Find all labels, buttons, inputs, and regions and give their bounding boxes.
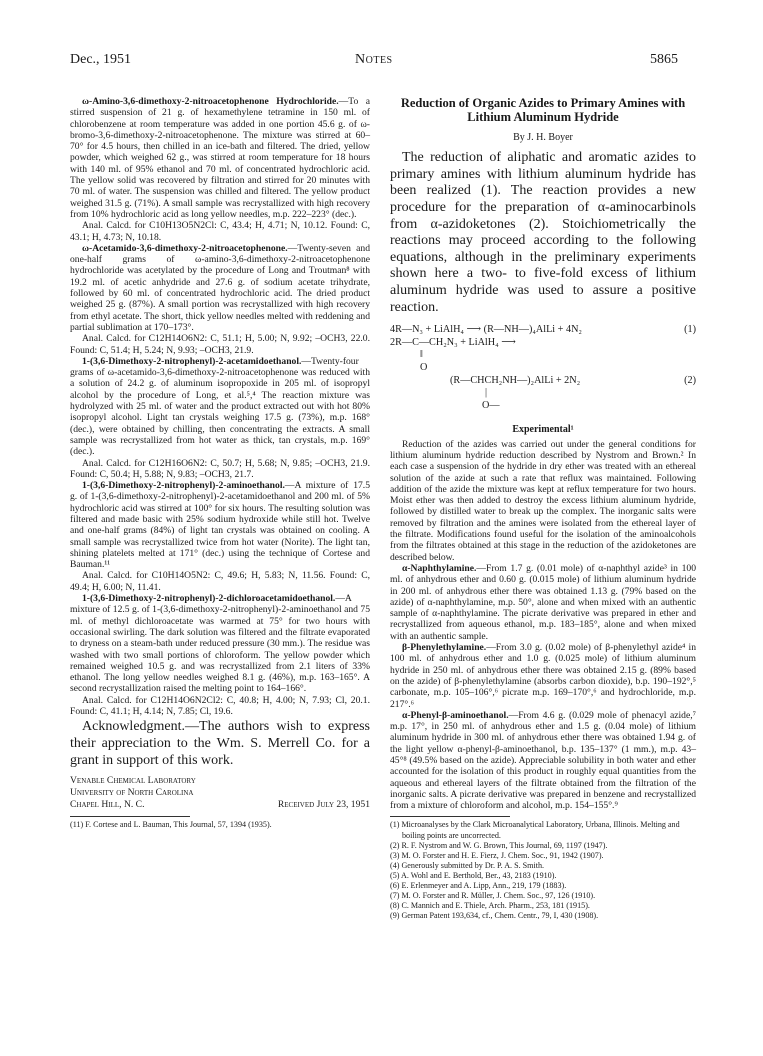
procedure-heading: α-Naphthylamine.	[402, 562, 477, 574]
footnote: (4) Generously submitted by Dr. P. A. S. Smith.	[390, 860, 545, 870]
left-column	[70, 96, 370, 830]
footnote: (2) R. F. Nystrom and W. G. Brown, This Journal, 69, 1197 (1947).	[390, 840, 608, 850]
footnote: (11) F. Cortese and L. Bauman, This Journal, 57, 1394 (1935).	[70, 820, 272, 830]
procedure-heading: β-Phenylethylamine.	[402, 642, 487, 654]
page-header-date: Dec., 1951	[70, 52, 132, 67]
article-title: Reduction of Organic Azides to Primary Amines with Lithium Aluminum Hydride	[400, 96, 686, 124]
alkoxide-oxygen: O—	[482, 399, 500, 411]
procedure-paragraph	[70, 356, 370, 458]
procedure-text: —A mixture of 12.5 g. of 1-(3,6-dimethoxy-2-nitrophenyl)-2-aminoethanol and 75 ml. of methyl dichloroacetate was warmed at 75° for two hours with occasional swirling. The dark solution was filtered and the filtrate evaporated to dryness on a steam-bath under reduced pressure (30 mm.). The residue was washed with two small portions of chloroform. The yellow powder which remained weighed 10.5 g. and was recrystallized from 2.1 liters of 33% ethanol. The long yellow needles weighed 8.1 g. (46%), m.p. 163–165°. A second recrystallization raised the melting point to 164–166°.	[70, 593, 370, 695]
procedure-heading: 1-(3,6-Dimethoxy-2-nitrophenyl)-2-acetamidoethanol.	[82, 355, 302, 367]
footnote: (7) M. O. Forster and R. Müller, J. Chem. Soc., 97, 126 (1910).	[390, 891, 596, 901]
analysis-line: Anal. Calcd. for C12H14O6N2: C, 51.1; H, 5.00; N, 9.92; –OCH3, 22.0. Found: C, 51.4; H, 5.24; N, 9.93; –OCH3, 21.9.	[70, 333, 370, 356]
footnote-divider	[70, 816, 190, 817]
procedure-heading: ω-Acetamido-3,6-dimethoxy-2-nitroacetophenone.	[82, 242, 288, 254]
procedure-heading: 1-(3,6-Dimethoxy-2-nitrophenyl)-2-dichloroacetamidoethanol.	[82, 593, 336, 605]
analysis-line: Anal. Calcd. for C12H16O6N2: C, 50.7; H, 5.68; N, 9.85; –OCH3, 21.9. Found: C, 50.4; H, 5.88; N, 9.83; –OCH3, 21.7.	[70, 457, 370, 480]
carbonyl-oxygen: O	[420, 362, 428, 374]
procedure-text: —A mixture of 17.5 g. of 1-(3,6-dimethoxy-2-nitrophenyl)-2-acetamidoethanol and 200 ml. of 5% hydrochloric acid was stirred at 100° for six hours. The resulting solution was filtered and made basic with 25% sodium hydroxide while still hot. Twelve and one-half grams (84%) of light tan crystals was obtained on cooling. A small sample was recrystallized twice from hot water (Norite). The light tan, shining platelets melted at 171° (dec.) using the technique of Cortese and Bauman.¹¹	[70, 480, 370, 571]
procedure-text: —To a stirred suspension of 21 g. of hexamethylene tetramine in 150 ml. of chlorobenzene at room temperature was added in one portion 45.6 g. of ω-bromo-3,6-dimethoxy-2-nitroacetophenone. The mixture was stirred at 60–70° for 4.5 hours, then chilled in an ice-bath and filtered. The dried, yellow powder, which weighed 62 g., was stirred at room temperature for 18 hours with 140 ml. of 95% ethanol and 70 ml. of concentrated hydrochloric acid. The yellow solid was recovered by filtration and stirred for 20 minutes with 70 ml. of water. The suspension was chilled and filtered. The yellow product weighed 31.5 g. (71%). A small sample was recrystallized with high recovery from 10% hydrochloric acid as long yellow needles, m.p. 222–223° (dec.).	[70, 96, 370, 220]
procedure-paragraph	[70, 243, 370, 333]
equation-2-reactants: 2R—C—CH₂N₃ + LiAlH₄ ⟶	[390, 336, 516, 348]
procedure-paragraph	[70, 593, 370, 695]
footnote: (5) A. Wohl and E. Berthold, Ber., 43, 2183 (1910).	[390, 870, 557, 880]
footnote-divider	[390, 816, 510, 817]
intro-paragraph: The reduction of aliphatic and aromatic azides to primary amines with lithium aluminum hydride has been realized (1). The reaction provides a new procedure for the preparation of α-aminocarbinols from α-azidoketones (2). Stoichiometrically the reactions may proceed according to the following equations, although in the preliminary experiments shown here a two- to five-fold excess of lithium aluminum hydride was used to assure a positive reaction.	[390, 150, 696, 315]
experimental-paragraph	[390, 710, 696, 812]
procedure-heading: α-Phenyl-β-aminoethanol.	[402, 709, 509, 721]
footnote: (8) C. Mannich and E. Thiele, Arch. Pharm., 253, 181 (1915).	[390, 901, 590, 911]
equation-2-products	[390, 375, 696, 388]
procedure-paragraph	[70, 480, 370, 570]
byline: By J. H. Boyer	[513, 132, 573, 143]
section-heading-experimental: Experimental¹	[512, 424, 574, 436]
equation-number: (2)	[684, 374, 696, 386]
received-date: Received July 23, 1951	[277, 799, 370, 811]
procedure-text: —From 3.0 g. (0.02 mole) of β-phenylethyl azide⁴ in 100 ml. of anhydrous ether and 1.0 g. (0.025 mole) of lithium aluminum hydride in 250 ml. of anhydrous ether there was obtained 2.15 g. (89% based on the azide) of β-phenylethylamine (absorbs carbon dioxide), b.p. 190–192°,⁵ carbonate, m.p. 105–106°,⁶ picrate m.p. 169–170°,⁶ and hydrochloride, m.p. 217°.⁶	[390, 642, 696, 710]
procedure-heading: 1-(3,6-Dimethoxy-2-nitrophenyl)-2-aminoethanol.	[82, 480, 285, 492]
equation-text: 4R—N₃ + LiAlH₄ ⟶ (R—NH—)₄AlLi + 4N₂	[390, 324, 582, 336]
address-line: Venable Chemical Laboratory	[70, 775, 196, 787]
procedure-text: —Twenty-seven and one-half grams of ω-amino-3,6-dimethoxy-2-nitroacetophenone hydrochloride was acetylated by the procedure of Long and Troutman⁸ with 19.2 ml. of acetic anhydride and 27.6 g. of sodium acetate trihydrate, followed by 60 ml. of concentrated hydrochloric acid. The dried product weighed 25 g. (87%). A small portion was recrystallized with high recovery from ethyl acetate. The short, thick yellow needles melted with reddening and partial sublimation at 170–173°.	[70, 242, 370, 333]
experimental-paragraph: Reduction of the azides was carried out under the general conditions for lithium aluminum hydride reduction described by Nystrom and Brown.² In each case a suspension of the hydride in dry ether was treated with an ethereal solution of the azide at such a rate that reflux was maintained. Following addition of the azide the mixture was kept at reflux temperature for two hours. Moist ether was then added to destroy the excess lithium aluminum hydride, followed by distilled water to break up the complex. The inorganic salts were removed by filtration and the amines were isolated from the ethereal layer of the filtrate. Modifications found useful for the isolation of the aminoalcohols from the filtrates obtained at this stage in the reduction of the azidoketones are described below.	[390, 438, 696, 563]
equation-1	[390, 324, 696, 337]
analysis-line: Anal. Calcd. for C10H14O5N2: C, 49.6; H, 5.83; N, 11.56. Found: C, 49.4; H, 6.00; N, 11.41.	[70, 570, 370, 593]
experimental-paragraph	[390, 642, 696, 710]
right-column	[390, 96, 696, 921]
carbonyl-bond: ‖	[420, 349, 423, 361]
footnote: (1) Microanalyses by the Clark Microanalytical Laboratory, Urbana, Illinois. Melting and boiling points are uncorrected.	[390, 820, 680, 840]
equation-number: (1)	[684, 324, 696, 336]
address-city: Chapel Hill, N. C.	[70, 799, 145, 811]
footnote: (9) German Patent 193,634, cf., Chem. Centr., 79, I, 430 (1908).	[390, 911, 599, 921]
procedure-heading: ω-Amino-3,6-dimethoxy-2-nitroacetophenone Hydrochloride.	[82, 96, 339, 107]
page-number: 5865	[650, 52, 678, 67]
alkoxide-bond: |	[485, 387, 488, 399]
acknowledgment: Acknowledgment.—The authors wish to express their appreciation to the Wm. S. Merrell Co. for a grant in support of this work.	[70, 719, 370, 768]
footnote: (3) M. O. Forster and H. E. Fierz, J. Chem. Soc., 91, 1942 (1907).	[390, 850, 604, 860]
procedure-text: —Twenty-four grams of ω-acetamido-3,6-dimethoxy-2-nitroacetophenone was reduced with a solution of 24.2 g. of aluminum isopropoxide in 205 ml. of isopropyl alcohol by the procedure of Long, et al.⁵,⁴ The reaction mixture was hydrolyzed with 25 ml. of water and the product extracted out with hot 80% isopropyl alcohol. Light tan crystals weighing 17.5 g. (73%), m.p. 168° (dec.), were obtained by chilling, then concentrating the extracts. A small sample was recrystallized from hot water as thick, tan crystals, m.p. 169° (dec.).	[70, 355, 370, 458]
equations	[390, 324, 696, 412]
analysis-line: Anal. Calcd. for C12H14O6N2Cl2: C, 40.8; H, 4.00; N, 7.93; Cl, 20.1. Found: C, 41.1; H, 4.14; N, 7.85; Cl, 19.6.	[70, 694, 370, 718]
procedure-text: —From 4.6 g. (0.029 mole of phenacyl azide,⁷ m.p. 17°, in 250 ml. of anhydrous ether and 1.5 g. (0.04 mole) of lithium aluminum hydride in 300 ml. of anhydrous ether there was obtained 1.94 g. of the light yellow α-phenyl-β-aminoethanol, b.p. 135–137° (1 mm.), m.p. 43–45°⁸ (49.5% based on the azide). Appreciable solubility in both water and ether accounted for the isolation of this product in roughly equal quantities from the aqueous and ethereal layers of the filtrate obtained from the filtration of the inorganic salts. A picrate derivative was prepared in benzene and recrystallized from a mixture of chloroform and alcohol, m.p. 154–155°.⁹	[390, 709, 696, 812]
experimental-paragraph	[390, 563, 696, 642]
footnote: (6) E. Erlenmeyer and A. Lipp, Ann., 219, 179 (1883).	[390, 881, 567, 891]
address-line: University of North Carolina	[70, 787, 194, 799]
page-header-section: Notes	[355, 52, 393, 67]
procedure-text: —From 1.7 g. (0.01 mole) of α-naphthyl azide³ in 100 ml. of anhydrous ether and 0.60 g. (0.015 mole) of lithium aluminum hydride in 200 ml. of anhydrous ether there was obtained 1.13 g. (79% based on the azide) of α-naphthylamine, m.p. 50°, alone and when mixed with an authentic sample of α-naphthylamine. The picrate derivative was prepared in ether and recrystallized from aqueous ethanol, m.p. 183–185°, alone and when mixed with an authentic sample.	[390, 562, 696, 642]
address-line	[70, 799, 370, 811]
analysis-line: Anal. Calcd. for C10H13O5N2Cl: C, 43.4; H, 4.71; N, 10.12. Found: C, 43.1; H, 4.73; N, 10.18.	[70, 220, 370, 243]
procedure-paragraph	[70, 96, 370, 220]
equation-text: (R—CHCH₂NH—)₂AlLi + 2N₂	[450, 374, 581, 386]
